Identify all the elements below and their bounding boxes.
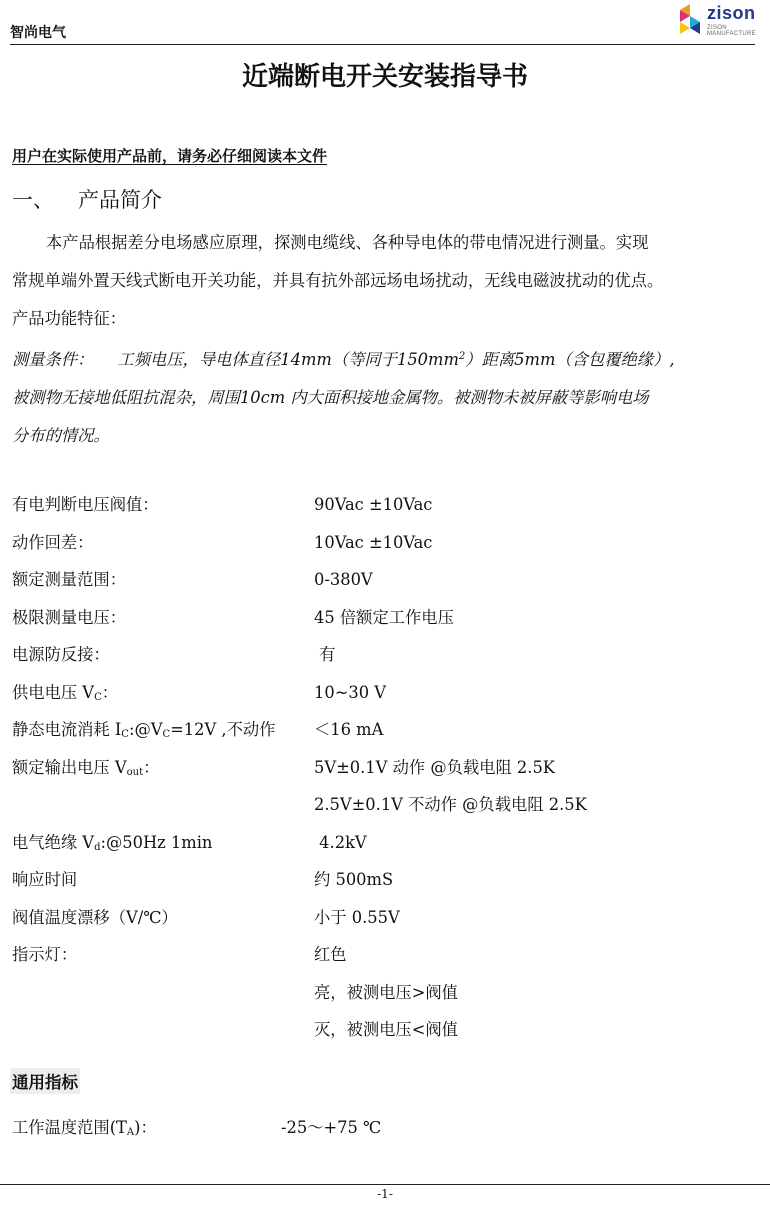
label-text: ： xyxy=(143,758,160,777)
label-text: 工作温度范围(T xyxy=(12,1118,127,1137)
label-text: )： xyxy=(134,1118,157,1137)
spec-value: 2.5V±0.1V 不动作 @负载电阻 2.5K xyxy=(314,795,587,814)
spec-row-temp-drift xyxy=(12,900,758,936)
conditions-line-3: 分布的情况。 xyxy=(12,426,110,445)
label-text: 额定输出电压 V xyxy=(12,758,127,777)
logo-text: zison xyxy=(707,3,756,23)
spec-label: 电源防反接： xyxy=(12,645,110,664)
spec-value: 5V±0.1V 动作 @负载电阻 2.5K xyxy=(314,758,555,777)
label-sub: C xyxy=(121,729,129,740)
conditions-label: 测量条件： xyxy=(12,350,94,369)
spec-value: 灭，被测电压<阀值 xyxy=(314,1020,458,1039)
section-number: 一、 xyxy=(12,188,54,212)
label-text: :@50Hz 1min xyxy=(100,833,213,852)
conditions-sup: 2 xyxy=(458,351,466,362)
spec-label: 动作回差： xyxy=(12,533,94,552)
temp-range-label xyxy=(12,1110,157,1151)
label-text: 静态电流消耗 I xyxy=(12,720,122,739)
spec-label xyxy=(12,675,118,716)
measurement-conditions xyxy=(12,338,760,455)
label-sub: d xyxy=(94,842,101,853)
label-sub: out xyxy=(126,767,144,778)
spec-value: 小于 0.55V xyxy=(314,908,400,927)
spec-row-output-voltage-2 xyxy=(12,787,758,823)
page-number: -1- xyxy=(377,1187,393,1201)
spec-value: 90Vac ±10Vac xyxy=(314,495,433,514)
spec-row-indicator-on xyxy=(12,975,758,1011)
intro-line-1: 本产品根据差分电场感应原理，探测电缆线、各种导电体的带电情况进行测量。实现 xyxy=(46,233,649,252)
spec-value: 有 xyxy=(314,645,336,664)
spec-label: 响应时间 xyxy=(12,870,78,889)
footer-divider xyxy=(0,1184,770,1185)
conditions-text-a: 工频电压，导电体直径14mm（等同于150mm xyxy=(117,350,459,369)
spec-value: ＜16 mA xyxy=(314,720,384,739)
spec-value: 10~30 V xyxy=(314,683,387,702)
label-sub: C xyxy=(94,692,102,703)
spec-label: 指示灯： xyxy=(12,945,78,964)
spec-value: 亮，被测电压>阀值 xyxy=(314,983,458,1002)
spec-value: 约 500mS xyxy=(314,870,394,889)
spec-label: 极限测量电压： xyxy=(12,608,126,627)
label-sub: A xyxy=(126,1127,135,1138)
spec-row-static-current xyxy=(12,712,758,748)
spec-label xyxy=(12,825,212,866)
spec-value: 红色 xyxy=(314,945,347,964)
usage-notice: 用户在实际使用产品前，请务必仔细阅读本文件 xyxy=(12,147,328,165)
logo-subtitle: ZISON MANUFACTURE xyxy=(707,25,756,37)
spec-value: 0-380V xyxy=(314,570,373,589)
intro-line-3: 产品功能特征： xyxy=(12,309,126,328)
spec-row-range xyxy=(12,562,758,598)
spec-label: 阀值温度漂移（V/℃） xyxy=(12,908,178,927)
spec-row-indicator xyxy=(12,937,758,973)
section-heading xyxy=(12,184,162,214)
conditions-text-b: ）距离5mm（含包覆绝缘）, xyxy=(465,350,675,369)
spec-row-indicator-off xyxy=(12,1012,758,1048)
spec-label: 有电判断电压阀值： xyxy=(12,495,159,514)
document-title: 近端断电开关安装指导书 xyxy=(241,62,528,92)
spec-label xyxy=(12,712,275,753)
spec-row-limit xyxy=(12,600,758,636)
spec-row-insulation xyxy=(12,825,758,861)
intro-line-2: 常规单端外置天线式断电开关功能，并具有抗外部远场电场扰动，无线电磁波扰动的优点。 xyxy=(12,271,664,290)
spec-row-hysteresis xyxy=(12,525,758,561)
spec-label: 额定测量范围： xyxy=(12,570,126,589)
label-text: ： xyxy=(101,683,119,702)
company-name: 智尚电气 xyxy=(10,25,66,41)
spec-row-reverse-protection xyxy=(12,637,758,673)
spec-label xyxy=(12,750,159,791)
spec-row-supply-voltage xyxy=(12,675,758,711)
label-text: 供电电压 V xyxy=(12,683,95,702)
spec-row-output-voltage xyxy=(12,750,758,786)
label-text: 电气绝缘 V xyxy=(12,833,95,852)
label-text: =12V ,不动作 xyxy=(170,720,276,739)
spec-value: 10Vac ±10Vac xyxy=(314,533,433,552)
general-heading: 通用指标 xyxy=(10,1068,80,1094)
conditions-line-1 xyxy=(12,338,760,379)
temp-range-value: -25～+75 ℃ xyxy=(281,1118,382,1137)
spec-row-response-time xyxy=(12,862,758,898)
label-text: :@V xyxy=(128,720,163,739)
intro-paragraph xyxy=(12,224,758,338)
spec-row-threshold xyxy=(12,487,758,523)
section-title: 产品简介 xyxy=(78,188,162,212)
spec-value: 45 倍额定工作电压 xyxy=(314,608,454,627)
header-divider xyxy=(10,44,755,45)
spec-value: 4.2kV xyxy=(314,833,367,852)
conditions-line-2: 被测物无接地低阻抗混杂，周围10cm 内大面积接地金属物。被测物未被屏蔽等影响电场 xyxy=(12,388,649,407)
label-sub: C xyxy=(162,729,171,740)
